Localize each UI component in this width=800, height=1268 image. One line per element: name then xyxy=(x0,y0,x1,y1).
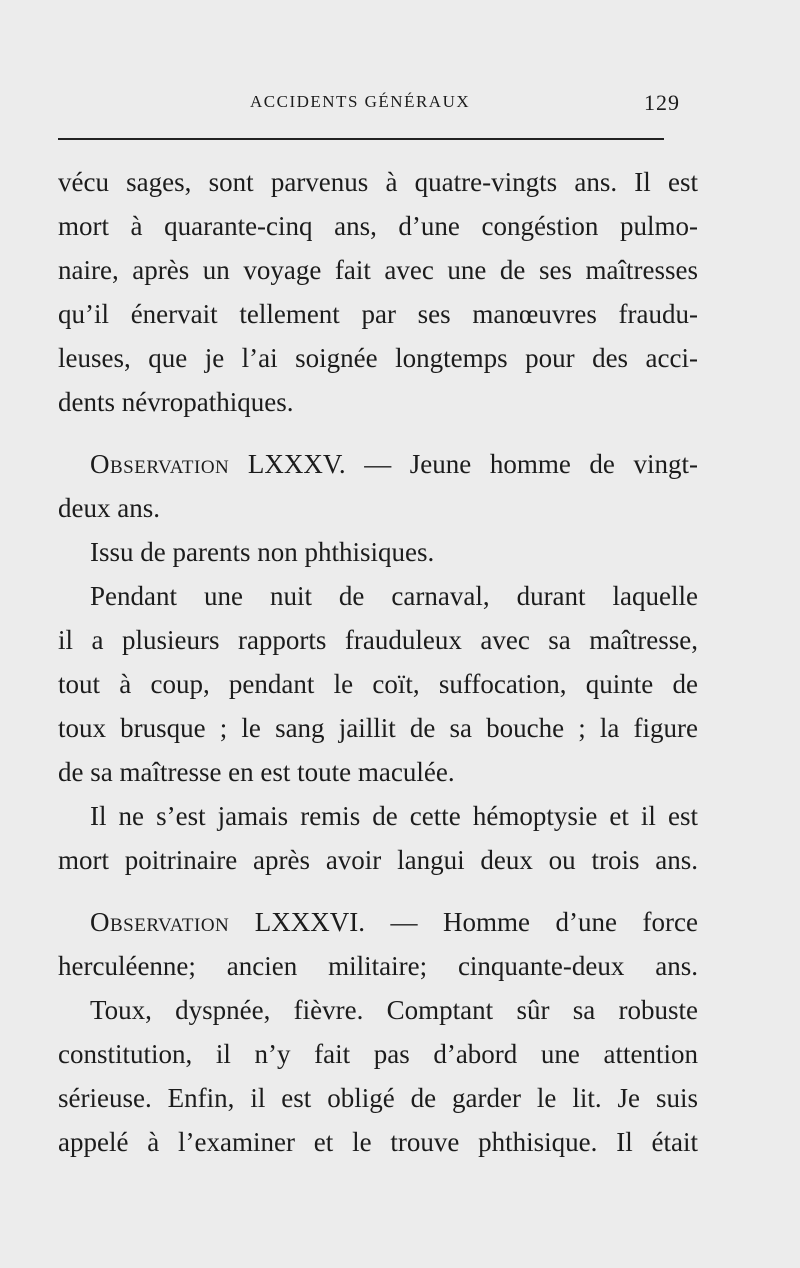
observation-86-heading xyxy=(58,900,698,988)
text-line: il a plusieurs rapports frauduleux avec sa maîtresse, xyxy=(58,625,698,655)
text-line: appelé à l’examiner et le trouve phthisique. Il était xyxy=(58,1127,698,1157)
text-line: de sa maîtresse en est toute maculée. xyxy=(58,757,455,787)
running-head: ACCIDENTS GÉNÉRAUX xyxy=(250,92,471,111)
text-line: tout à coup, pendant le coït, suffocation, quinte de xyxy=(58,669,698,699)
text-line: Il ne s’est jamais remis de cette hémoptysie et il est xyxy=(90,801,698,831)
text-line: qu’il énervait tellement par ses manœuvres fraudu- xyxy=(58,299,698,329)
text-line: toux brusque ; le sang jaillit de sa bouche ; la figure xyxy=(58,713,698,743)
text-line: leuses, que je l’ai soignée longtemps pour des acci- xyxy=(58,343,698,373)
paragraph-parents xyxy=(58,530,698,574)
text-line: constitution, il n’y fait pas d’abord une attention xyxy=(58,1039,698,1069)
text-line xyxy=(58,442,698,486)
text-line xyxy=(58,900,698,944)
paragraph-carnaval xyxy=(58,574,698,794)
header-rule xyxy=(58,138,664,140)
paragraph-toux xyxy=(58,988,698,1164)
observation-label: Observation xyxy=(90,449,230,479)
page-number: 129 xyxy=(644,90,680,115)
text-line: dents névropathiques. xyxy=(58,387,294,417)
observation-title: LXXXV. — Jeune homme de vingt- xyxy=(229,449,698,479)
page-header xyxy=(60,92,680,122)
text-line: mort à quarante-cinq ans, d’une congéstion pulmo- xyxy=(58,211,698,241)
observation-85-heading xyxy=(58,442,698,530)
paragraph-hemoptysie xyxy=(58,794,698,882)
paragraph-continuation xyxy=(58,160,698,424)
text-line: Issu de parents non phthisiques. xyxy=(90,537,435,567)
text-line: Toux, dyspnée, fièvre. Comptant sûr sa robuste xyxy=(90,995,698,1025)
observation-label: Observation xyxy=(90,907,230,937)
text-line: deux ans. xyxy=(58,493,160,523)
text-line: Pendant une nuit de carnaval, durant laquelle xyxy=(90,581,698,611)
text-line: mort poitrinaire après avoir langui deux ou trois ans. xyxy=(58,845,698,875)
text-line: naire, après un voyage fait avec une de ses maîtresses xyxy=(58,255,698,285)
text-line: herculéenne; ancien militaire; cinquante-deux ans. xyxy=(58,951,698,981)
page-body xyxy=(58,160,698,1164)
observation-title: LXXXVI. — Homme d’une force xyxy=(229,907,698,937)
text-line: vécu sages, sont parvenus à quatre-vingts ans. Il est xyxy=(58,167,698,197)
text-line: sérieuse. Enfin, il est obligé de garder le lit. Je suis xyxy=(58,1083,698,1113)
